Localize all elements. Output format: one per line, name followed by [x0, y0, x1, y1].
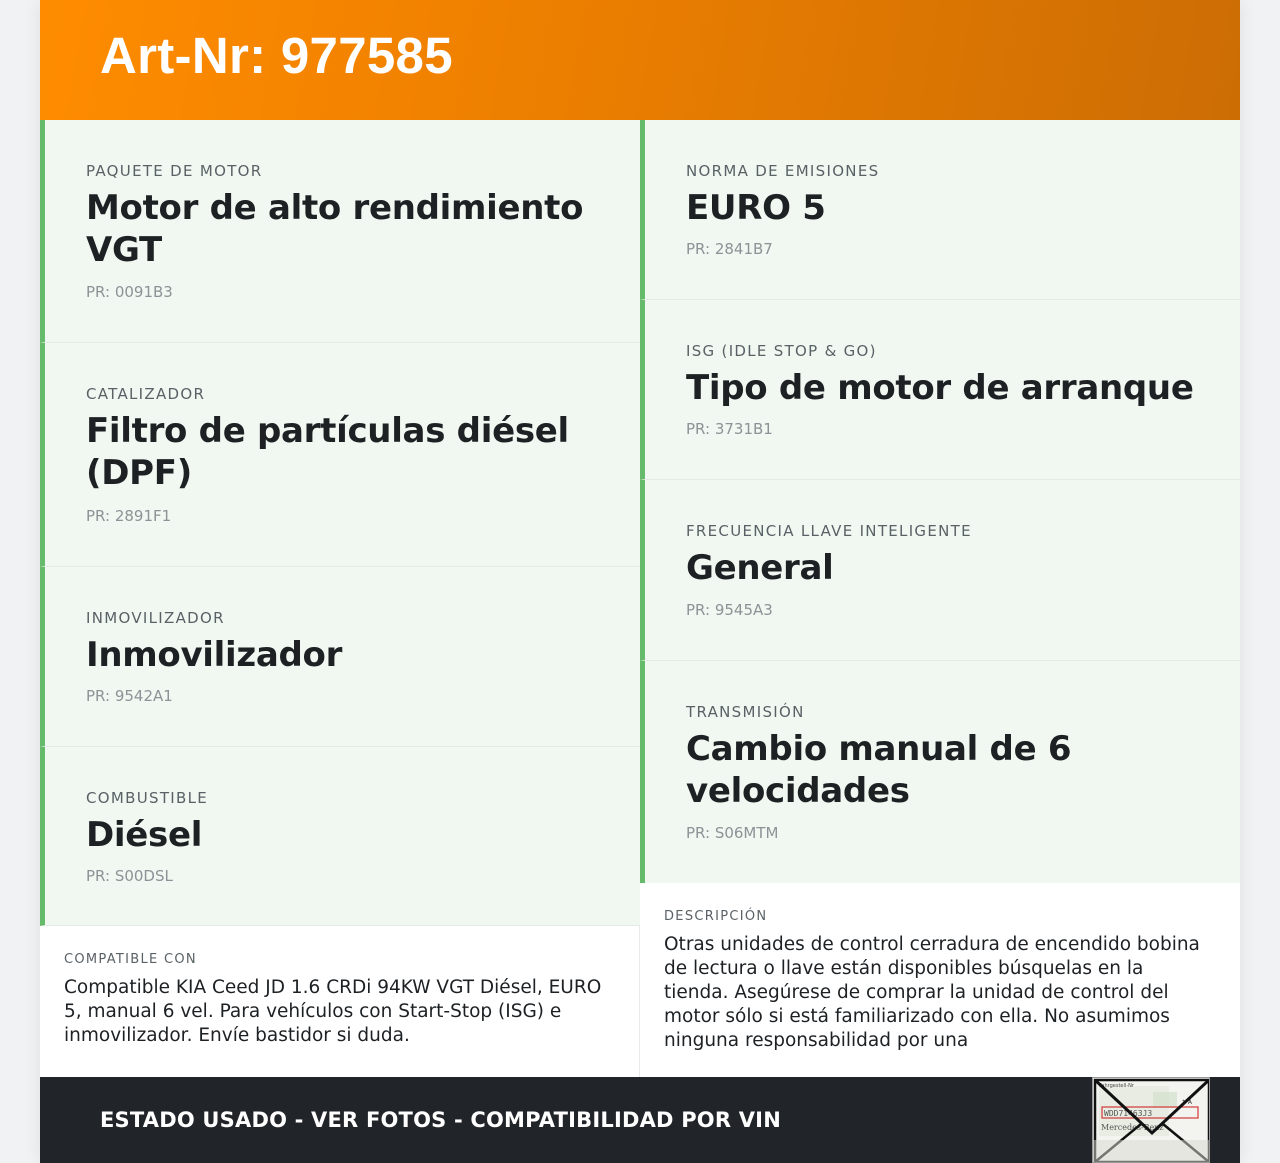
spec-isg — [640, 300, 1240, 480]
spec-value: Inmovilizador — [86, 635, 343, 675]
spec-value: Motor de alto rendimiento VGT — [86, 188, 584, 270]
svg-text:↑ A: ↑ A — [1181, 1099, 1193, 1106]
spec-value: Filtro de partículas diésel (DPF) — [86, 411, 569, 493]
spec-value: General — [686, 548, 834, 588]
spec-pr-code: PR: 9542A1 — [86, 687, 173, 705]
spec-smart-key-frequency — [640, 480, 1240, 661]
spec-immobilizer — [40, 567, 640, 747]
description-label: DESCRIPCIÓN — [664, 909, 768, 924]
spec-pr-code: PR: 9545A3 — [686, 601, 773, 619]
compatibility-text: Compatible KIA Ceed JD 1.6 CRDi 94KW VGT Diésel, EURO 5, manual 6 vel. Para vehículos con Start-Stop (ISG) e inmovilizador. Envíe bastidor si duda. — [64, 977, 602, 1046]
description-section — [640, 883, 1240, 1077]
spec-fuel — [40, 747, 640, 926]
spec-emission-standard — [640, 120, 1240, 300]
footer-status-text: ESTADO USADO - VER FOTOS - COMPATIBILIDAD POR VIN — [100, 1108, 781, 1132]
header-banner — [40, 0, 1240, 120]
article-number-title: Art-Nr: 977585 — [100, 27, 453, 84]
spec-transmission — [640, 661, 1240, 884]
spec-label: CATALIZADOR — [86, 385, 206, 403]
spec-label: PAQUETE DE MOTOR — [86, 162, 263, 180]
spec-pr-code: PR: 2841B7 — [686, 240, 773, 258]
vin-plate-thumbnail[interactable] — [1092, 1077, 1210, 1163]
spec-value: Tipo de motor de arranque — [686, 368, 1194, 408]
specs-right-column — [640, 120, 1240, 884]
spec-label: COMBUSTIBLE — [86, 789, 209, 807]
spec-label: FRECUENCIA LLAVE INTELIGENTE — [686, 522, 972, 540]
spec-engine-package — [40, 120, 640, 343]
spec-catalyst — [40, 343, 640, 567]
compatibility-label: COMPATIBLE CON — [64, 952, 197, 967]
spec-value: EURO 5 — [686, 188, 826, 228]
vin-plate-image — [1093, 1078, 1210, 1163]
specs-left-column — [40, 120, 640, 926]
spec-label: TRANSMISIÓN — [686, 703, 805, 721]
spec-pr-code: PR: S06MTM — [686, 824, 779, 842]
product-card — [40, 0, 1240, 1163]
spec-pr-code: PR: S00DSL — [86, 867, 173, 885]
thumb-caption: Fahrgestell-Nr — [1099, 1083, 1134, 1089]
spec-value: Cambio manual de 6 velocidades — [686, 729, 1072, 811]
thumb-brand: Mercedes-Benz — [1101, 1123, 1164, 1132]
footer-bar — [40, 1077, 1240, 1163]
compatibility-section — [40, 926, 639, 1077]
spec-value: Diésel — [86, 815, 203, 855]
spec-label: INMOVILIZADOR — [86, 609, 225, 627]
spec-pr-code: PR: 2891F1 — [86, 507, 172, 525]
spec-label: ISG (IDLE STOP & GO) — [686, 342, 877, 360]
thumb-vin: WDD71463J3 — [1104, 1109, 1153, 1118]
spec-pr-code: PR: 0091B3 — [86, 283, 173, 301]
spec-label: NORMA DE EMISIONES — [686, 162, 880, 180]
description-text: Otras unidades de control cerradura de encendido bobina de lectura o llave están disponibles búsquelas en la tienda. Asegúrese de comprar la unidad de control del motor sólo si está familiarizado con ella. No asumimos ninguna responsabilidad por una — [664, 934, 1200, 1051]
spec-pr-code: PR: 3731B1 — [686, 420, 773, 438]
